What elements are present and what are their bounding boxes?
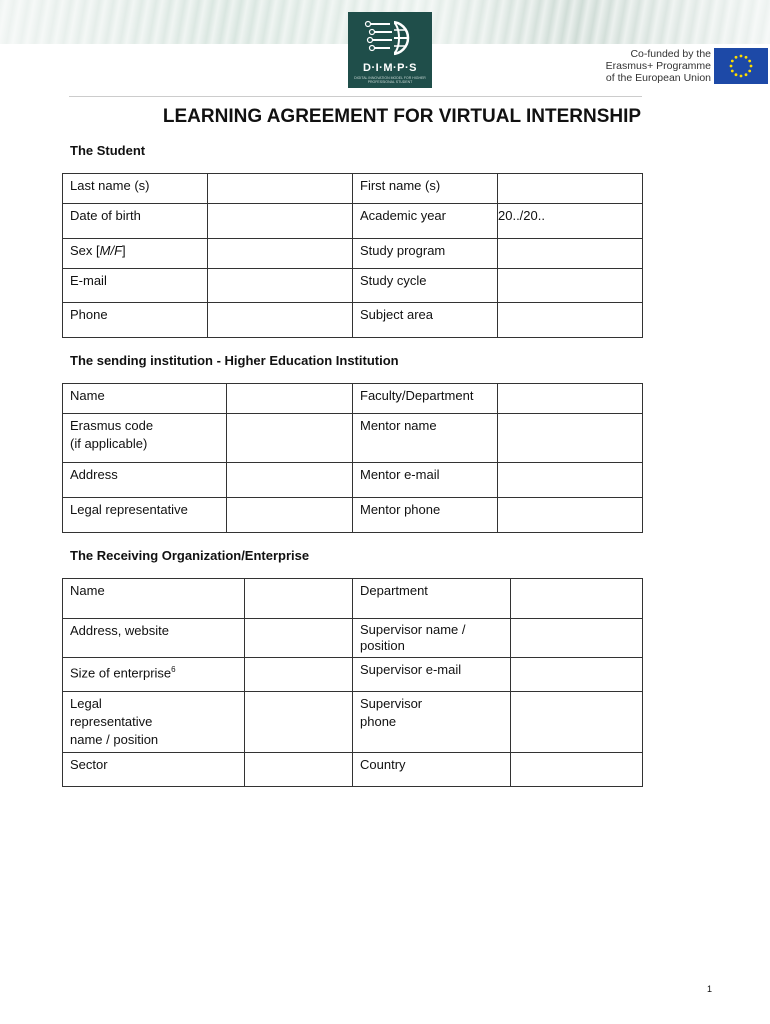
student-table [62,173,643,338]
supervisor-name-field[interactable] [511,619,643,658]
table-row [63,658,643,692]
faculty-field[interactable] [498,384,643,414]
study-program-field[interactable] [498,239,643,269]
table-row [63,414,643,463]
logo-tagline: DIGITAL INNOVATION MODEL FOR HIGHER PROFESSIONAL STUDENT [354,76,426,84]
table-row [63,463,643,498]
enterprise-size-field[interactable] [245,658,353,692]
phone-field[interactable] [208,303,353,338]
subject-area-field[interactable] [498,303,643,338]
page-number: 1 [707,984,713,994]
email-field[interactable] [208,269,353,303]
receiving-legal-rep-field[interactable] [245,692,353,753]
supervisor-email-field[interactable] [511,658,643,692]
erasmus-code-label: Erasmus code (if applicable) [63,414,227,463]
supervisor-name-label: Supervisor name / position [353,619,511,658]
email-label: E-mail [63,269,208,303]
table-row [63,619,643,658]
table-row [63,174,643,204]
eu-flag-icon [714,48,768,84]
table-row [63,384,643,414]
study-program-label: Study program [353,239,498,269]
sex-label: Sex [M/F] [63,239,208,269]
address-website-label: Address, website [63,619,245,658]
faculty-label: Faculty/Department [353,384,498,414]
sector-field[interactable] [245,753,353,787]
table-row [63,579,643,619]
table-row [63,204,643,239]
legal-representative-field[interactable] [227,498,353,533]
legal-representative-label: Legal representative [63,498,227,533]
address-field[interactable] [227,463,353,498]
globe-circuit-icon [348,12,432,62]
enterprise-size-label: Size of enterprise$^6$ [63,658,245,692]
mentor-name-label: Mentor name [353,414,498,463]
sector-label: Sector [63,753,245,787]
logo-wordmark: D·I·M·P·S [363,62,417,74]
supervisor-email-label: Supervisor e-mail [353,658,511,692]
date-of-birth-label: Date of birth [63,204,208,239]
academic-year-field[interactable]: 20../20.. [498,204,643,239]
last-name-label: Last name (s) [63,174,208,204]
dimps-logo [348,12,432,88]
table-row [63,239,643,269]
eu-cofunded-text: Co-funded by the Erasmus+ Programme of the European Union [605,48,711,84]
address-label: Address [63,463,227,498]
table-row [63,498,643,533]
receiving-table [62,578,643,787]
student-heading: The Student [70,143,146,158]
supervisor-phone-label: Supervisor phone [353,692,511,753]
country-label: Country [353,753,511,787]
organization-name-field[interactable] [245,579,353,619]
institution-name-label: Name [63,384,227,414]
mentor-phone-label: Mentor phone [353,498,498,533]
receiving-legal-rep-label: Legal representative name / position [63,692,245,753]
study-cycle-label: Study cycle [353,269,498,303]
table-row [63,269,643,303]
department-field[interactable] [511,579,643,619]
sending-heading: The sending institution - Higher Education Institution [70,353,399,368]
institution-name-field[interactable] [227,384,353,414]
supervisor-phone-field[interactable] [511,692,643,753]
sending-table [62,383,643,533]
table-row [63,753,643,787]
mentor-email-field[interactable] [498,463,643,498]
phone-label: Phone [63,303,208,338]
organization-name-label: Name [63,579,245,619]
receiving-heading: The Receiving Organization/Enterprise [70,548,310,563]
table-row [63,692,643,753]
subject-area-label: Subject area [353,303,498,338]
date-of-birth-field[interactable] [208,204,353,239]
table-row [63,303,643,338]
academic-year-label: Academic year [353,204,498,239]
study-cycle-field[interactable] [498,269,643,303]
mentor-name-field[interactable] [498,414,643,463]
department-label: Department [353,579,511,619]
sex-field[interactable] [208,239,353,269]
header-rule [69,96,642,97]
last-name-field[interactable] [208,174,353,204]
mentor-email-label: Mentor e-mail [353,463,498,498]
address-website-field[interactable] [245,619,353,658]
first-name-field[interactable] [498,174,643,204]
first-name-label: First name (s) [353,174,498,204]
mentor-phone-field[interactable] [498,498,643,533]
erasmus-code-field[interactable] [227,414,353,463]
country-field[interactable] [511,753,643,787]
page-title: LEARNING AGREEMENT FOR VIRTUAL INTERNSHIP [162,106,642,127]
